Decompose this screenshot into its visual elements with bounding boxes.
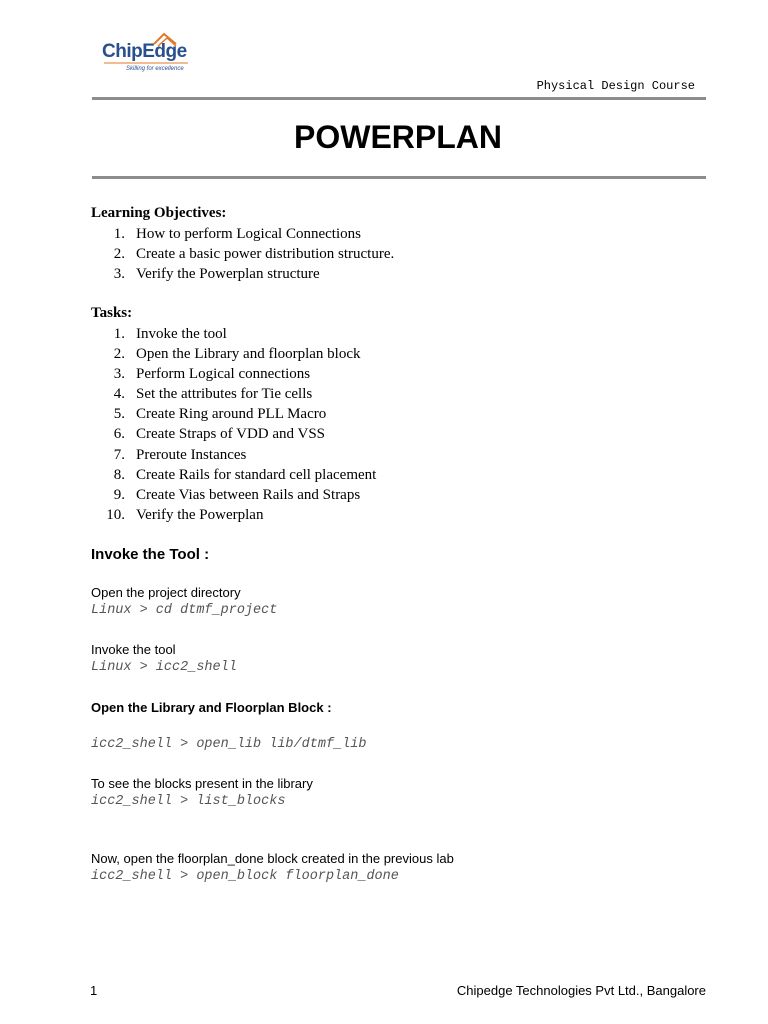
item-text: Create Ring around PLL Macro: [136, 406, 327, 423]
item-text: Create Vias between Rails and Straps: [136, 486, 361, 503]
list-item: [91, 384, 491, 404]
item-text: Create Rails for standard cell placement: [136, 466, 377, 483]
page-title: POWERPLAN: [294, 119, 502, 155]
list-item: [91, 364, 491, 384]
command-line: Linux > icc2_shell: [91, 660, 237, 675]
item-text: Create a basic power distribution structure.: [136, 246, 395, 263]
learning-objectives-list: [91, 224, 491, 284]
list-item: [91, 264, 491, 284]
invoke-tool-heading: Invoke the Tool :: [91, 546, 210, 563]
item-text: Verify the Powerplan: [136, 506, 264, 523]
logo-wordmark: ChipEdge: [102, 41, 187, 62]
tasks-heading: Tasks:: [91, 305, 133, 321]
course-name: Physical Design Course: [536, 79, 695, 93]
command-line: icc2_shell > list_blocks: [91, 794, 286, 809]
item-number: 9.: [113, 486, 125, 503]
item-number: 7.: [113, 446, 125, 463]
command-line: icc2_shell > open_lib lib/dtmf_lib: [91, 737, 367, 752]
command-line: Linux > cd dtmf_project: [91, 603, 278, 618]
title-divider: [92, 176, 706, 179]
list-item: [91, 485, 491, 505]
item-number: 3.: [113, 266, 125, 283]
list-item: [91, 324, 491, 344]
item-number: 1.: [113, 326, 125, 342]
item-text: Verify the Powerplan structure: [136, 266, 320, 283]
instruction-text: To see the blocks present in the library: [91, 776, 313, 791]
logo-tagline: Skilling for excellence: [126, 66, 184, 72]
instruction-text: Invoke the tool: [91, 642, 176, 657]
item-text: Invoke the tool: [136, 326, 227, 342]
tasks-list: [91, 324, 491, 525]
header-divider: [92, 97, 706, 100]
item-text: How to perform Logical Connections: [136, 226, 361, 242]
item-text: Set the attributes for Tie cells: [136, 386, 313, 403]
list-item: [91, 404, 491, 424]
item-number: 8.: [113, 466, 125, 483]
instruction-text: Open the project directory: [91, 585, 241, 600]
list-item: [91, 224, 491, 244]
list-item: [91, 505, 491, 525]
item-number: 4.: [113, 386, 125, 403]
item-text: Preroute Instances: [136, 446, 247, 463]
list-item: [91, 445, 491, 465]
learning-objectives-heading: Learning Objectives:: [91, 205, 227, 221]
list-item: [91, 244, 491, 264]
item-text: Open the Library and floorplan block: [136, 346, 361, 363]
open-library-heading: Open the Library and Floorplan Block :: [91, 700, 332, 715]
footer-company: Chipedge Technologies Pvt Ltd., Bangalore: [456, 983, 706, 998]
command-line: icc2_shell > open_block floorplan_done: [91, 869, 399, 884]
item-number: 5.: [113, 406, 125, 423]
item-text: Perform Logical connections: [136, 366, 311, 383]
list-item: [91, 344, 491, 364]
item-number: 6.: [113, 426, 125, 443]
item-text: Create Straps of VDD and VSS: [136, 426, 326, 443]
item-number: 1.: [113, 226, 125, 242]
list-item: [91, 424, 491, 444]
item-number: 10.: [106, 506, 125, 523]
instruction-text: Now, open the floorplan_done block created in the previous lab: [91, 851, 454, 866]
item-number: 3.: [113, 366, 125, 383]
list-item: [91, 465, 491, 485]
company-logo: [92, 24, 222, 84]
item-number: 2.: [113, 246, 125, 263]
page-number: 1: [90, 983, 98, 998]
item-number: 2.: [113, 346, 125, 363]
